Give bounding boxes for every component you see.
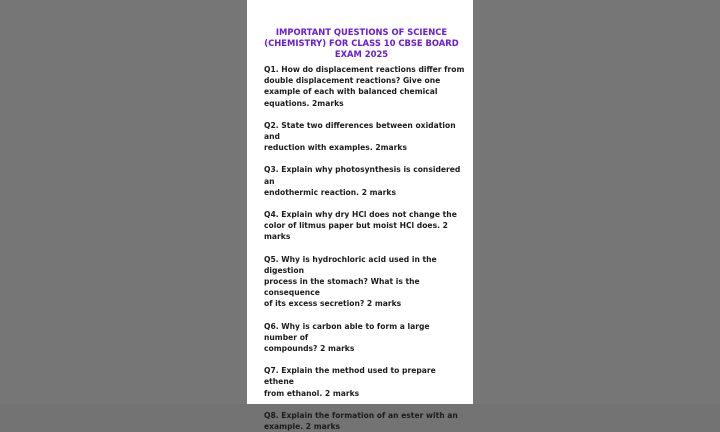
- question-4: Q4. Explain why dry HCl does not change the color of litmus paper but moist HCl does. 2 marks: [264, 210, 457, 242]
- right-blank-panel: [473, 0, 720, 404]
- question-1: Q1. How do displacement reactions differ from double displacement reactions? Give one example of each with balanced chemical equations. 2marks: [264, 65, 465, 108]
- question-5: Q5. Why is hydrochloric acid used in the digestion process in the stomach? What is the consequence of its excess secretion? 2 marks: [264, 254, 437, 309]
- question-2: Q2. State two differences between oxidation and reduction with examples. 2marks: [264, 120, 456, 153]
- question-6: Q6. Why is carbon able to form a large number of compounds? 2 marks: [264, 321, 430, 354]
- left-blank-panel: [0, 0, 247, 404]
- question-3: Q3. Explain why photosynthesis is considered an endothermic reaction. 2 marks: [264, 165, 461, 197]
- question-8: Q8. Explain the formation of an ester with an example. 2 marks: [264, 410, 458, 432]
- question-sheet: [247, 0, 473, 432]
- question-7: Q7. Explain the method used to prepare ethene from ethanol. 2 marks: [264, 366, 436, 398]
- sheet-title: IMPORTANT QUESTIONS OF SCIENCE (CHEMISTRY) FOR CLASS 10 CBSE BOARD EXAM 2025: [264, 27, 459, 59]
